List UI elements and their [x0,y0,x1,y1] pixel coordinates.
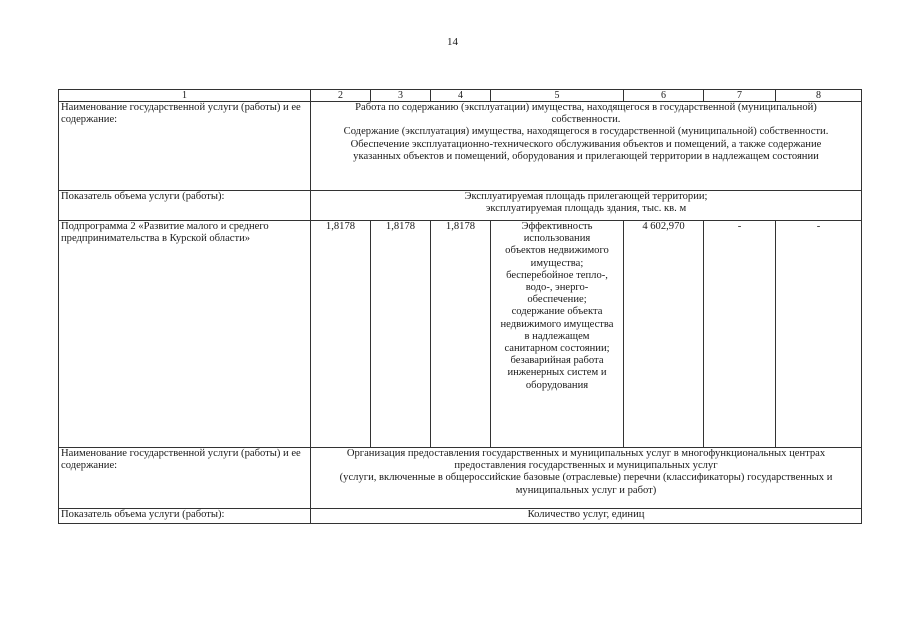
subprogram-col8: - [776,221,862,448]
indicator-label-1: Показатель объема услуги (работы): [59,191,311,221]
service-row-1 [59,102,862,191]
header-row [59,90,862,102]
subprogram-col5: Эффективность использования объектов недвижимого имущества; бесперебойное тепло-, водо-, энерго- обеспечение; содержание объекта недвижимого имущества в надлежащем санитарном состоянии; безаварийная работа инженерных систем и оборудования [491,221,624,448]
subprogram-label: Подпрограмма 2 «Развитие малого и среднего предпринимательства в Курской области» [59,221,311,448]
service-content-2: Организация предоставления государственных и муниципальных услуг в многофункциональных центрах предоставления государственных и муниципальных услуг (услуги, включенные в общероссийские базовые (отраслевые) перечни (классификаторы) государственных и муниципальных услуг и работ) [311,448,862,509]
subprogram-col6: 4 602,970 [624,221,704,448]
subprogram-row [59,221,862,448]
header-cell-6: 6 [624,90,704,102]
service-content-1: Работа по содержанию (эксплуатации) имущества, находящегося в государственной (муниципальной) собственности. Содержание (эксплуатация) имущества, находящегося в государственной (муниципальной) собственности. Обеспечение эксплуатационно-технического обслуживания объектов и помещений, а также содержание указанных объектов и помещений, оборудования и прилегающей территории в надлежащем состоянии [311,102,862,191]
service-row-2 [59,448,862,509]
header-cell-2: 2 [311,90,371,102]
header-cell-3: 3 [371,90,431,102]
subprogram-col7: - [704,221,776,448]
subprogram-col3: 1,8178 [371,221,431,448]
header-cell-5: 5 [491,90,624,102]
header-cell-8: 8 [776,90,862,102]
header-cell-1: 1 [59,90,311,102]
header-cell-4: 4 [431,90,491,102]
subprogram-col2: 1,8178 [311,221,371,448]
indicator-row-1 [59,191,862,221]
header-cell-7: 7 [704,90,776,102]
indicator-label-2: Показатель объема услуги (работы): [59,509,311,524]
page-number: 14 [447,36,458,48]
indicator-content-2: Количество услуг, единиц [311,509,862,524]
subprogram-col4: 1,8178 [431,221,491,448]
data-table [58,89,862,524]
indicator-row-2 [59,509,862,524]
service-label-1: Наименование государственной услуги (работы) и ее содержание: [59,102,311,191]
service-label-2: Наименование государственной услуги (работы) и ее содержание: [59,448,311,509]
indicator-content-1: Эксплуатируемая площадь прилегающей территории; эксплуатируемая площадь здания, тыс. кв. м [311,191,862,221]
